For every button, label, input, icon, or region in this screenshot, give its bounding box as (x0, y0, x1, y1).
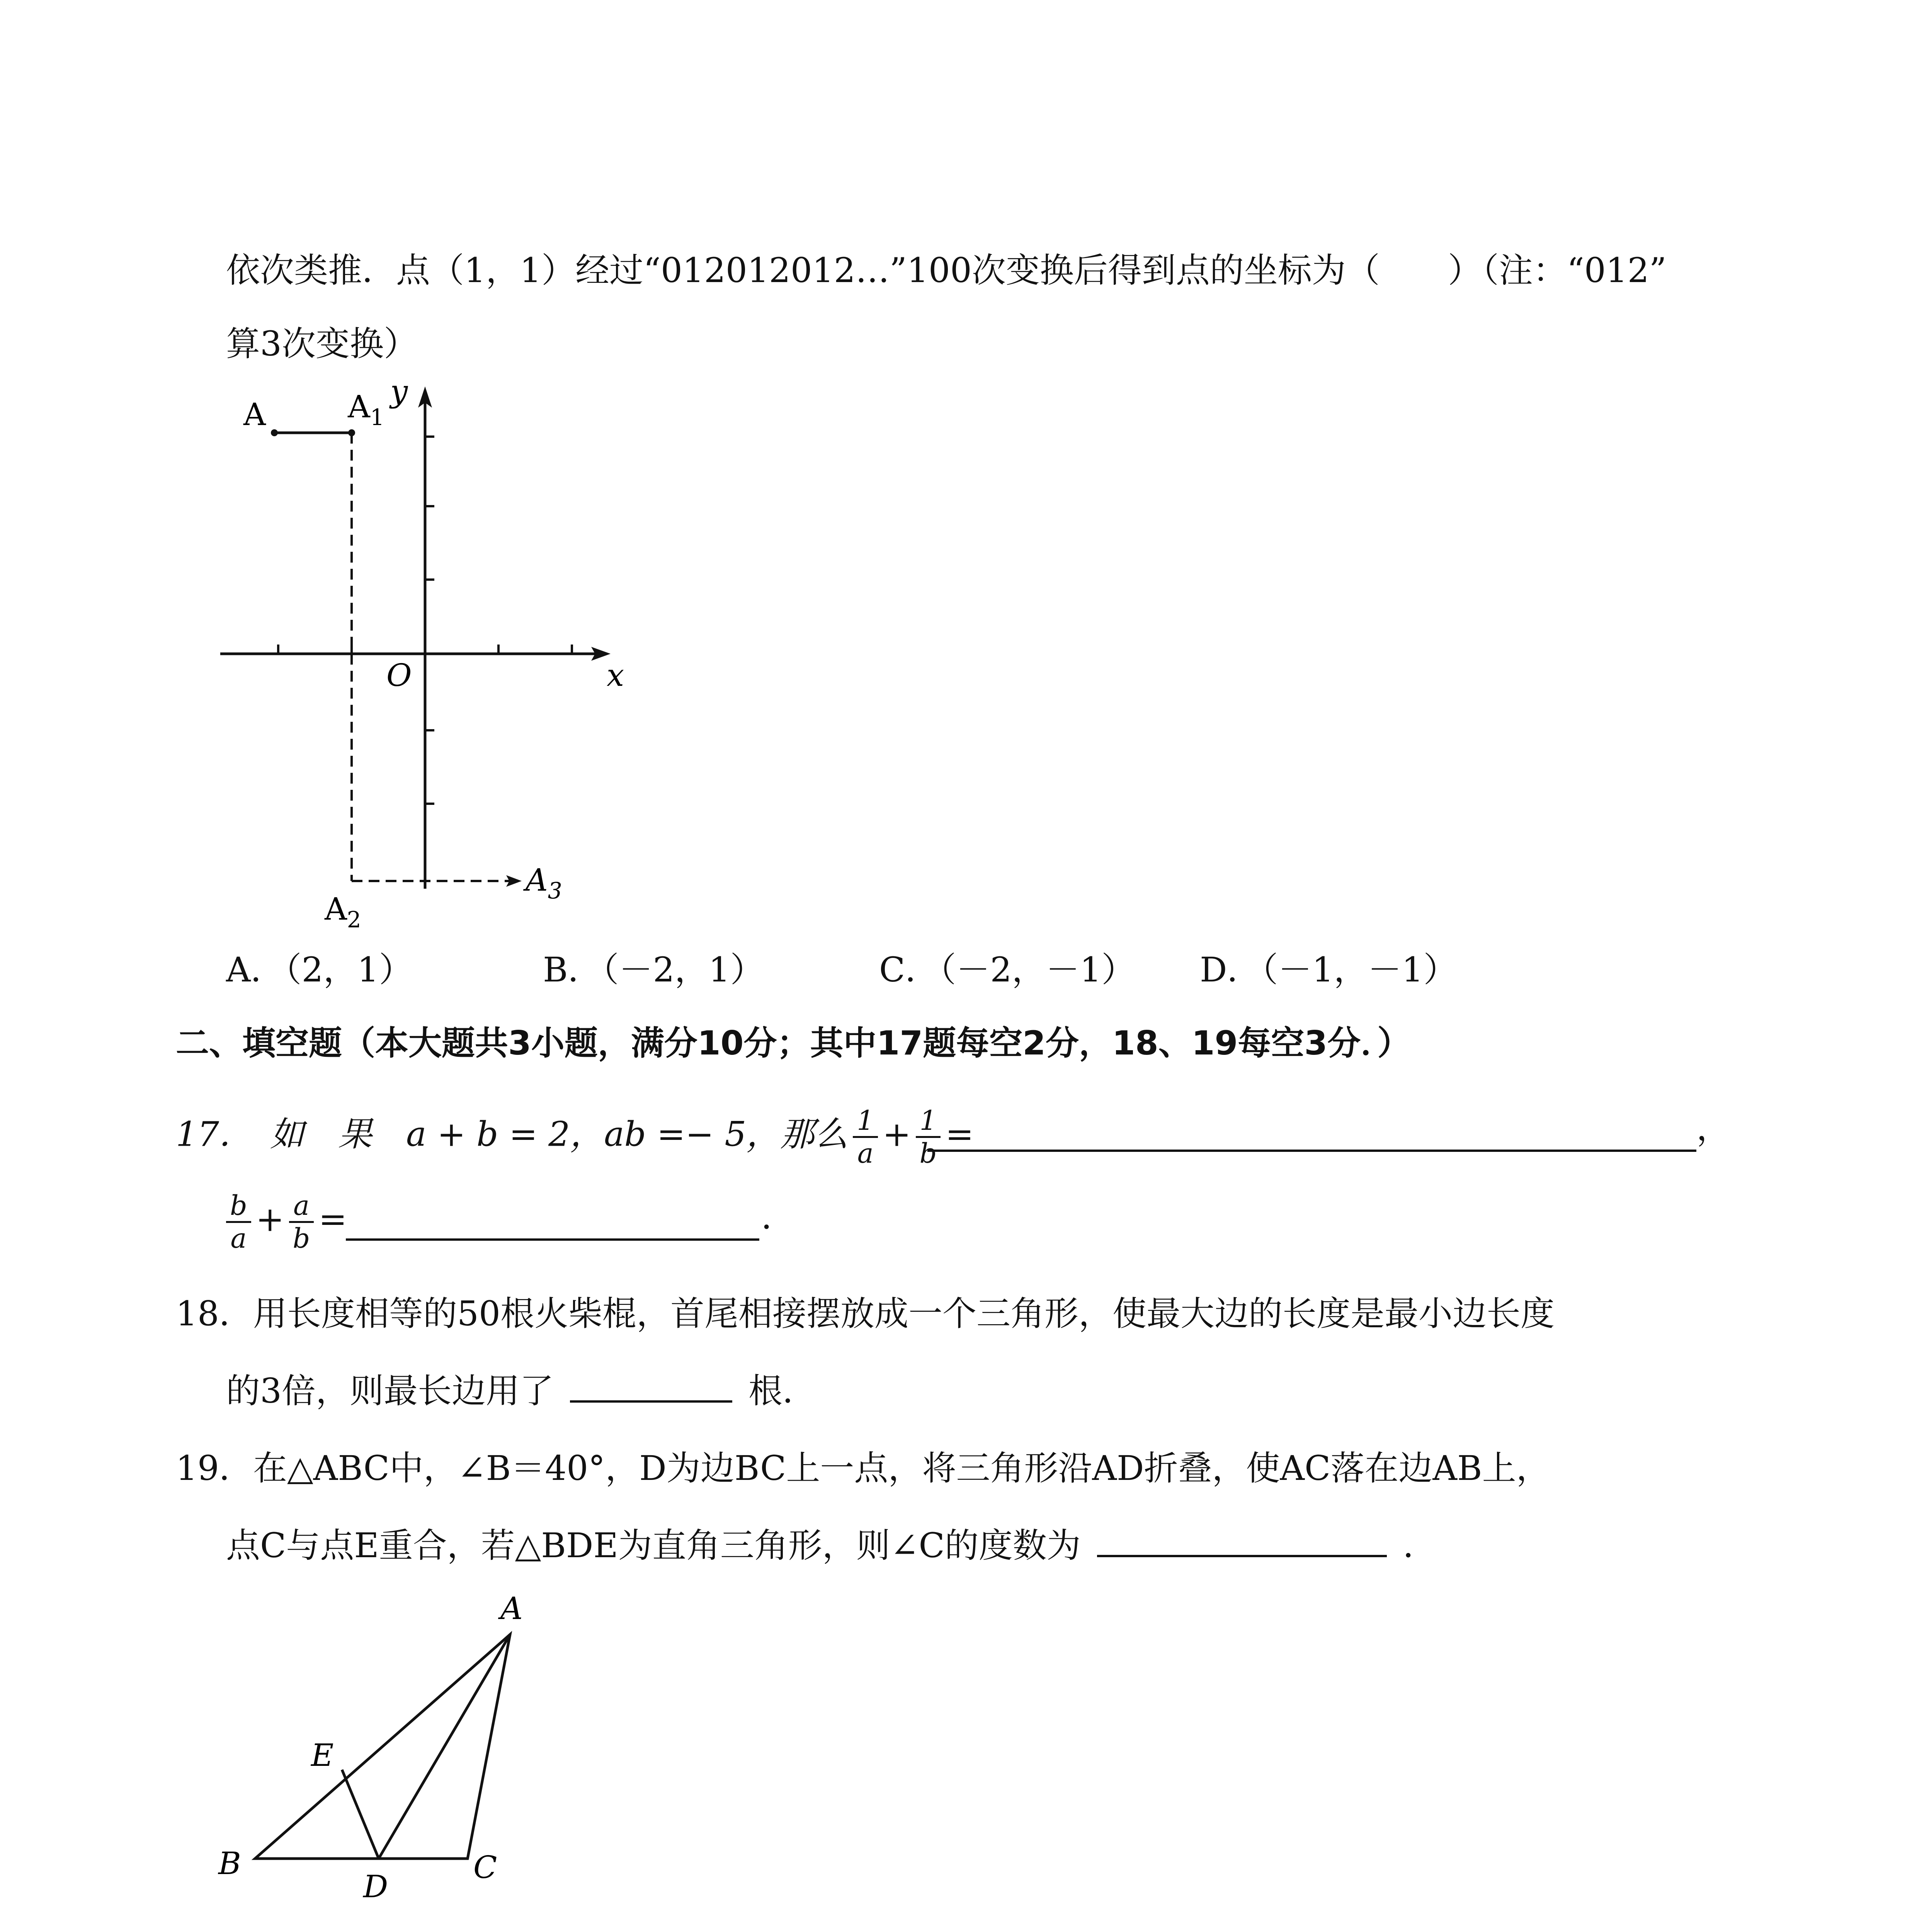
q18-line1: 18．用长度相等的50根火柴棍，首尾相接摆放成一个三角形，使最大边的长度是最小边长度 (176, 1294, 1555, 1333)
label-o: O (386, 657, 412, 693)
q18-answer-blank[interactable] (570, 1371, 732, 1403)
q19-text-a: 点C与点E重合，若△BDE为直角三角形，则∠C的度数为 (226, 1526, 1081, 1565)
label-vertex-b: B (218, 1845, 241, 1881)
q19-answer-blank[interactable] (1097, 1526, 1387, 1557)
label-y: y (390, 373, 408, 409)
label-vertex-c: C (473, 1849, 497, 1885)
q17-frac-b-over-a: $\frac{b}{a}$ (226, 1190, 251, 1254)
section-2-title: 二、填空题（本大题共3小题，满分10分；其中17题每空2分，18、19每空3分．） (176, 1024, 1411, 1063)
q19-text-b: ． (1403, 1526, 1437, 1565)
q19-triangle-figure (201, 1580, 587, 1909)
q17-line1 (176, 1105, 974, 1169)
q17-answer-blank-1[interactable] (927, 1119, 1696, 1152)
q16-line1: 依次类推．点（1，1）经过“012012012…”100次变换后得到点的坐标为（ ）（注：“012” (226, 250, 1667, 290)
triangle-abc (255, 1634, 510, 1859)
segment-de (342, 1770, 379, 1859)
option-c: C．（－2，－1） (879, 950, 1136, 990)
q16-options (226, 947, 1458, 993)
option-a: A．（2，1） (226, 950, 413, 990)
label-a1: $A_1$ (348, 389, 384, 430)
label-a: A (243, 396, 266, 432)
q19-line1: 19．在△ABC中，∠B＝40°，D为边BC上一点，将三角形沿AD折叠，使AC落在边AB上， (176, 1448, 1550, 1488)
q17-frac-1-over-b: $\frac{1}{b}$ (916, 1105, 941, 1169)
segment-ad (379, 1634, 510, 1859)
label-x: x (607, 657, 624, 693)
q17-comma: ， (1696, 1108, 1731, 1148)
point-a (271, 429, 278, 436)
q18-text-a: 的3倍，则最长边用了 (226, 1371, 554, 1411)
q17-answer-blank-2[interactable] (346, 1208, 759, 1241)
option-b: B．（－2，1） (543, 950, 764, 990)
q17-frac-a-over-b: $\frac{a}{b}$ (289, 1190, 314, 1254)
label-vertex-a: A (500, 1590, 523, 1626)
q17-frac-1-over-a: $\frac{1}{a}$ (853, 1105, 878, 1169)
q17-plus-2: + (255, 1199, 284, 1239)
label-a3: $A_3$ (526, 862, 562, 904)
q19-line2 (226, 1522, 1437, 1569)
q17-end: ． (761, 1197, 796, 1237)
option-d: D．（－1，－1） (1200, 950, 1458, 990)
q17-equals-2: = (318, 1199, 347, 1239)
q18-line2 (226, 1368, 816, 1414)
label-vertex-e: E (311, 1737, 334, 1773)
q18-text-b: 根． (748, 1371, 816, 1411)
label-vertex-d: D (363, 1869, 388, 1905)
q16-line2: 算3次变换） (226, 324, 418, 364)
q17-line2 (226, 1190, 347, 1254)
q17-equals: = (945, 1114, 974, 1154)
label-a2: $A_2$ (325, 891, 361, 933)
q17-prefix: 17． 如 果 a + b = 2，ab =− 5，那么 (176, 1114, 849, 1154)
q16-coordinate-figure (209, 371, 672, 939)
q17-plus: + (882, 1114, 911, 1154)
